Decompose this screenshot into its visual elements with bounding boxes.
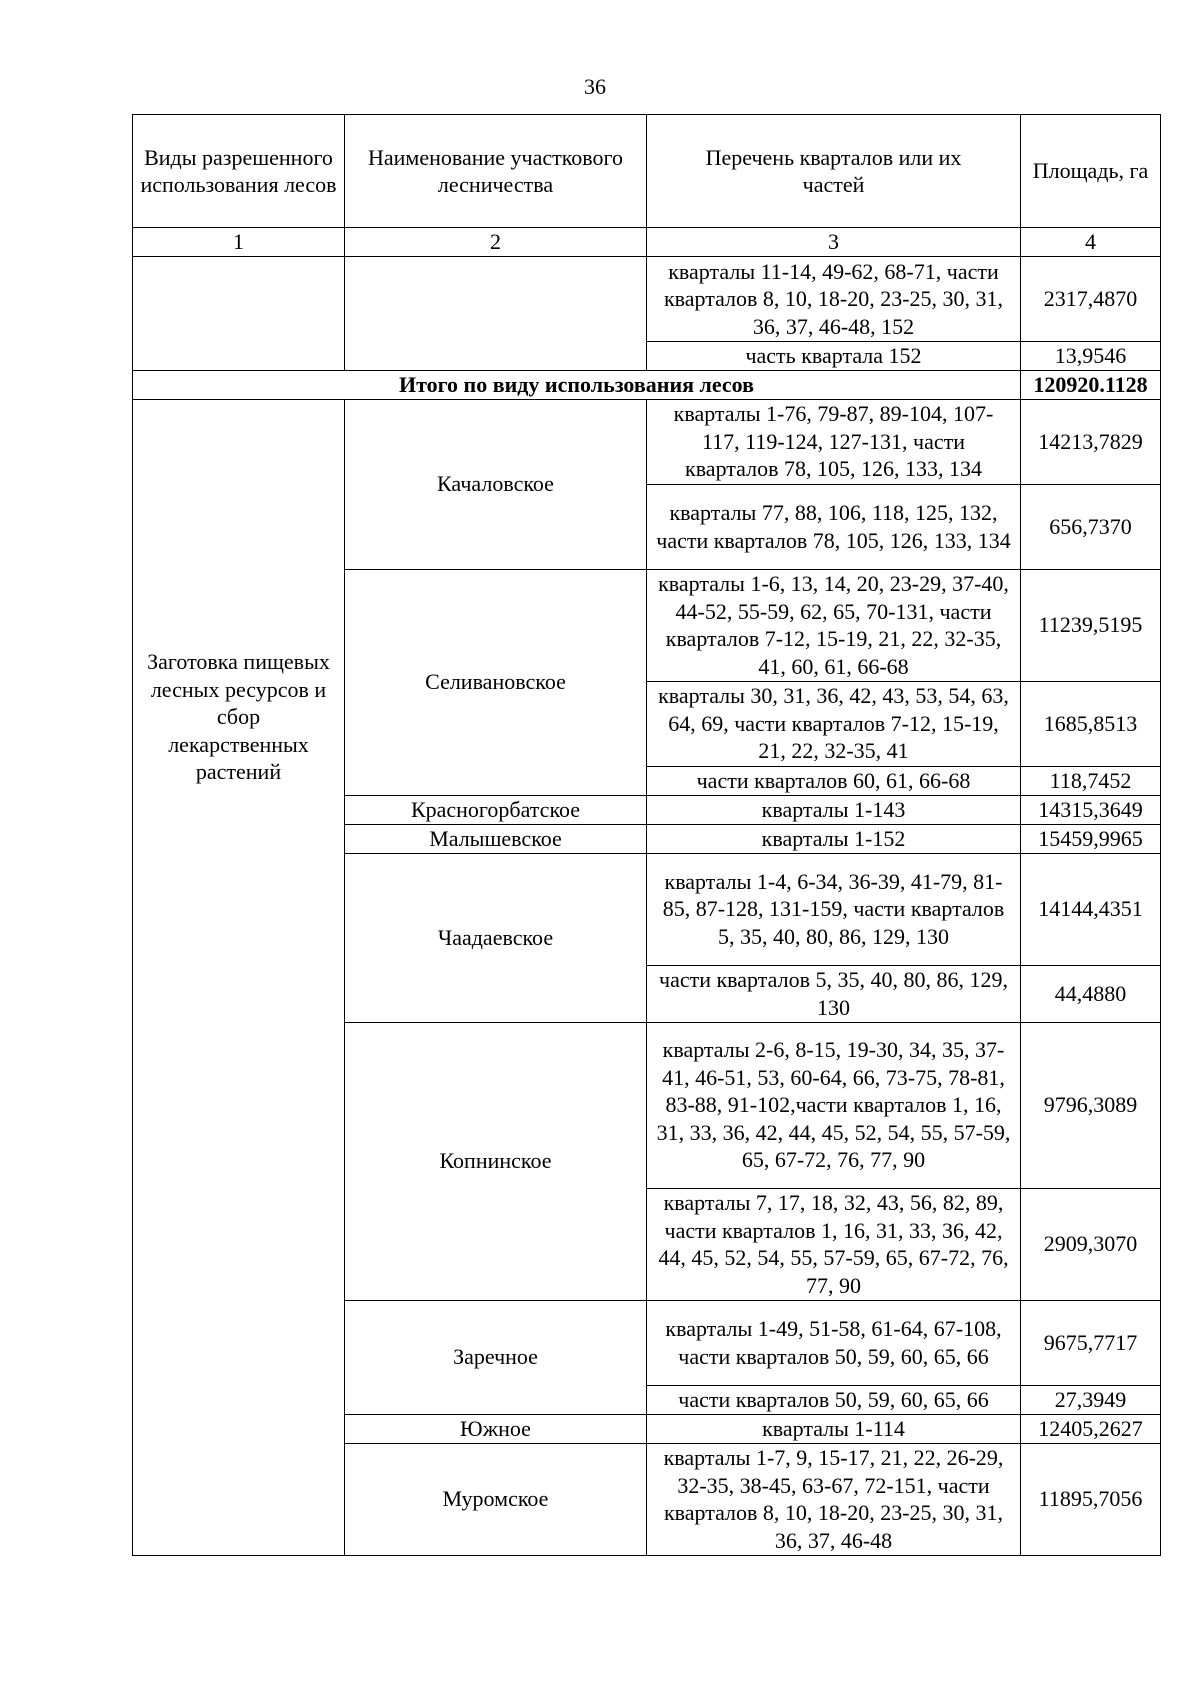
quarters-cell: части кварталов 60, 61, 66-68 bbox=[647, 766, 1021, 795]
empty-cell bbox=[133, 257, 345, 371]
total-row bbox=[133, 371, 1161, 400]
area-cell: 27,3949 bbox=[1021, 1385, 1161, 1414]
quarters-cell: кварталы 1-7, 9, 15-17, 21, 22, 26-29, 32-35, 38-45, 63-67, 72-151, части кварталов 8, 10, 18-20, 23-25, 30, 31, 36, 37, 46-48 bbox=[647, 1443, 1021, 1555]
area-cell: 2317,4870 bbox=[1021, 257, 1161, 342]
district-name-cell: Малышевское bbox=[345, 824, 647, 853]
quarters-cell: часть квартала 152 bbox=[647, 342, 1021, 371]
quarters-cell: кварталы 7, 17, 18, 32, 43, 56, 82, 89, части кварталов 1, 16, 31, 33, 36, 42, 44, 45, 52, 54, 55, 57-59, 65, 67-72, 76, 77, 90 bbox=[647, 1188, 1021, 1300]
header-area: Площадь, га bbox=[1021, 115, 1161, 228]
area-cell: 12405,2627 bbox=[1021, 1414, 1161, 1443]
district-name-cell: Селивановское bbox=[345, 569, 647, 795]
district-name-cell: Южное bbox=[345, 1414, 647, 1443]
area-cell: 14144,4351 bbox=[1021, 853, 1161, 965]
district-name-cell: Копнинское bbox=[345, 1022, 647, 1300]
area-cell: 14315,3649 bbox=[1021, 795, 1161, 824]
quarters-cell: кварталы 2-6, 8-15, 19-30, 34, 35, 37-41, 46-51, 53, 60-64, 66, 73-75, 78-81, 83-88, 91-102,части кварталов 1, 16, 31, 33, 36, 42, 44, 45, 52, 54, 55, 57-59, 65, 67-72, 76, 77, 90 bbox=[647, 1022, 1021, 1188]
column-number: 4 bbox=[1021, 228, 1161, 257]
district-name-cell: Муромское bbox=[345, 1443, 647, 1555]
table-row bbox=[133, 257, 1161, 342]
quarters-cell: кварталы 1-114 bbox=[647, 1414, 1021, 1443]
forest-usage-table bbox=[132, 114, 1161, 1556]
area-cell: 11239,5195 bbox=[1021, 569, 1161, 681]
header-row bbox=[133, 115, 1161, 228]
quarters-cell: части кварталов 50, 59, 60, 65, 66 bbox=[647, 1385, 1021, 1414]
total-label: Итого по виду использования лесов bbox=[133, 371, 1021, 400]
column-number: 1 bbox=[133, 228, 345, 257]
column-number-row bbox=[133, 228, 1161, 257]
area-cell: 9796,3089 bbox=[1021, 1022, 1161, 1188]
area-cell: 2909,3070 bbox=[1021, 1188, 1161, 1300]
column-number: 3 bbox=[647, 228, 1021, 257]
area-cell: 656,7370 bbox=[1021, 484, 1161, 569]
empty-cell bbox=[345, 257, 647, 371]
district-name-cell: Красногорбатское bbox=[345, 795, 647, 824]
header-usage-type: Виды разрешенного использования лесов bbox=[133, 115, 345, 228]
area-cell: 14213,7829 bbox=[1021, 399, 1161, 484]
district-name-cell: Качаловское bbox=[345, 399, 647, 569]
quarters-cell: кварталы 1-4, 6-34, 36-39, 41-79, 81-85, 87-128, 131-159, части кварталов 5, 35, 40, 80, 86, 129, 130 bbox=[647, 853, 1021, 965]
area-cell: 11895,7056 bbox=[1021, 1443, 1161, 1555]
quarters-cell: кварталы 11-14, 49-62, 68-71, части кварталов 8, 10, 18-20, 23-25, 30, 31, 36, 37, 46-48, 152 bbox=[647, 257, 1021, 342]
area-cell: 118,7452 bbox=[1021, 766, 1161, 795]
column-number: 2 bbox=[345, 228, 647, 257]
area-cell: 13,9546 bbox=[1021, 342, 1161, 371]
quarters-cell: кварталы 1-6, 13, 14, 20, 23-29, 37-40, 44-52, 55-59, 62, 65, 70-131, части кварталов 7-12, 15-19, 21, 22, 32-35, 41, 60, 61, 66-68 bbox=[647, 569, 1021, 681]
total-value: 120920.1128 bbox=[1021, 371, 1161, 400]
header-quarters: Перечень кварталов или их частей bbox=[647, 115, 1021, 228]
quarters-cell: кварталы 1-143 bbox=[647, 795, 1021, 824]
quarters-cell: кварталы 1-152 bbox=[647, 824, 1021, 853]
area-cell: 44,4880 bbox=[1021, 965, 1161, 1022]
district-name-cell: Чаадаевское bbox=[345, 853, 647, 1022]
header-district: Наименование участкового лесничества bbox=[345, 115, 647, 228]
area-cell: 9675,7717 bbox=[1021, 1300, 1161, 1385]
quarters-cell: кварталы 1-76, 79-87, 89-104, 107-117, 119-124, 127-131, части кварталов 78, 105, 126, 133, 134 bbox=[647, 399, 1021, 484]
quarters-cell: кварталы 30, 31, 36, 42, 43, 53, 54, 63, 64, 69, части кварталов 7-12, 15-19, 21, 22, 32-35, 41 bbox=[647, 681, 1021, 766]
area-cell: 15459,9965 bbox=[1021, 824, 1161, 853]
district-name-cell: Заречное bbox=[345, 1300, 647, 1414]
quarters-cell: кварталы 77, 88, 106, 118, 125, 132, части кварталов 78, 105, 126, 133, 134 bbox=[647, 484, 1021, 569]
area-cell: 1685,8513 bbox=[1021, 681, 1161, 766]
usage-type-cell: Заготовка пищевых лесных ресурсов и сбор лекарственных растений bbox=[133, 399, 345, 1555]
quarters-cell: кварталы 1-49, 51-58, 61-64, 67-108, части кварталов 50, 59, 60, 65, 66 bbox=[647, 1300, 1021, 1385]
quarters-cell: части кварталов 5, 35, 40, 80, 86, 129, 130 bbox=[647, 965, 1021, 1022]
table-row bbox=[133, 399, 1161, 484]
page-number: 36 bbox=[584, 74, 606, 99]
